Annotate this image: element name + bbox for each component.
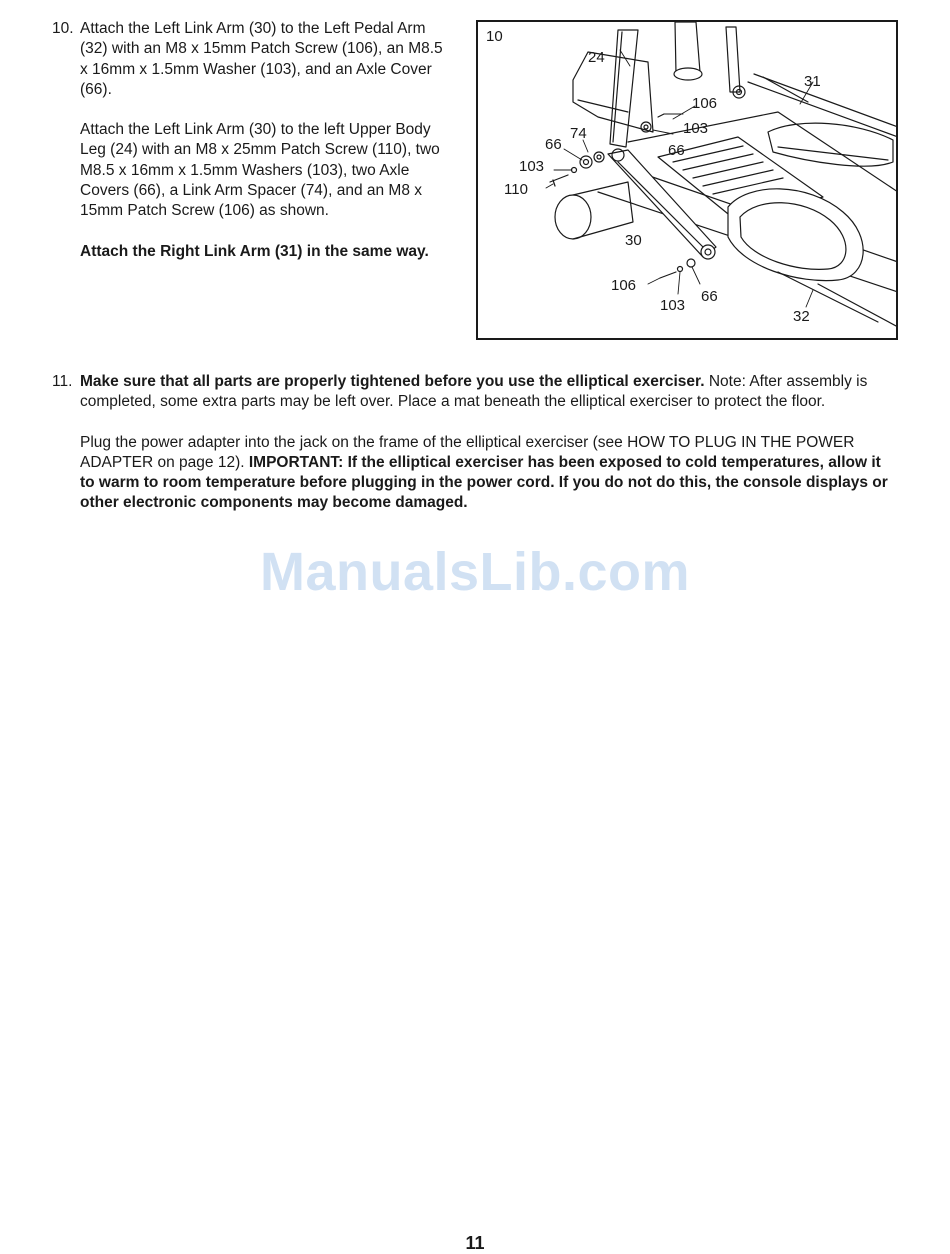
step-11-instructions bbox=[80, 372, 892, 534]
step-10-paragraph-2-part-1: Attach the Left Link Arm (30) to the left Upper Body Leg (24) with an M8 x 25mm Patch Screw (110), two M8.5 x 16mm x 1.5mm bbox=[80, 121, 440, 179]
step-11-number: 11. bbox=[52, 373, 73, 390]
callout-103-upper: 103 bbox=[683, 120, 709, 137]
callout-106-upper: 106 bbox=[692, 95, 718, 112]
step-10-number: 10. bbox=[52, 20, 74, 37]
step-10-paragraph-2-part-2: Washers (103), two Axle Covers (66), a Link Arm Spacer (74), and an M8 x 15mm Patch Screw (106) as shown. bbox=[80, 161, 423, 220]
step-11-paragraph-2 bbox=[80, 433, 892, 514]
elliptical-link-arm-illustration bbox=[478, 22, 898, 340]
assembly-diagram bbox=[476, 20, 898, 340]
step-10-right-arm-note: Attach the Right Link Arm (31) in the same way. bbox=[80, 242, 429, 260]
callout-32: 32 bbox=[793, 308, 810, 325]
step-11-important-warning: IMPORTANT: If the elliptical exerciser has been exposed to cold temperatures, allow it to warm to room temperature before plugging in the power cord. If you do not do this, the console displays or other electronic components may become damaged. bbox=[80, 453, 888, 512]
step-10-paragraph-2 bbox=[80, 120, 450, 221]
callout-24: 24 bbox=[588, 49, 605, 66]
watermark-logo: ManualsLib.com bbox=[259, 542, 691, 602]
callout-74: 74 bbox=[570, 125, 587, 142]
diagram-step-label: 10 bbox=[486, 28, 503, 45]
step-10-paragraph-3 bbox=[80, 242, 450, 262]
callout-103-lower: 103 bbox=[660, 297, 686, 314]
step-11-paragraph-1 bbox=[80, 372, 892, 413]
step-10-instructions bbox=[80, 19, 450, 282]
callout-103-left: 103 bbox=[519, 158, 545, 175]
callout-66-upper: 66 bbox=[668, 142, 685, 159]
callout-106-lower: 106 bbox=[611, 277, 637, 294]
step-11-tighten-warning: Make sure that all parts are properly tightened before you use the elliptical exerciser. bbox=[80, 373, 705, 390]
callout-30: 30 bbox=[625, 232, 642, 249]
callout-66-lower: 66 bbox=[701, 288, 718, 305]
step-11-power-adapter-text: Plug the power adapter into the jack on the frame of the elliptical exerciser (see HOW TO PLUG IN THE POWER ADAPTER on page 12). bbox=[80, 433, 855, 471]
callout-31: 31 bbox=[804, 73, 821, 90]
page-number: 11 bbox=[465, 1233, 485, 1253]
step-10-paragraph-1: Attach the Left Link Arm (30) to the Left Pedal Arm (32) with an M8 x 15mm Patch Screw (106), an M8.5 x 16mm x 1.5mm Washer (103), and an Axle Cover (66). bbox=[80, 20, 443, 98]
callout-66-left: 66 bbox=[545, 136, 562, 153]
callout-110: 110 bbox=[504, 181, 528, 198]
step-11-note: Note: After assembly is completed, some extra parts may be left over. Place a mat beneath the elliptical exerciser to protect the floor. bbox=[80, 373, 868, 411]
